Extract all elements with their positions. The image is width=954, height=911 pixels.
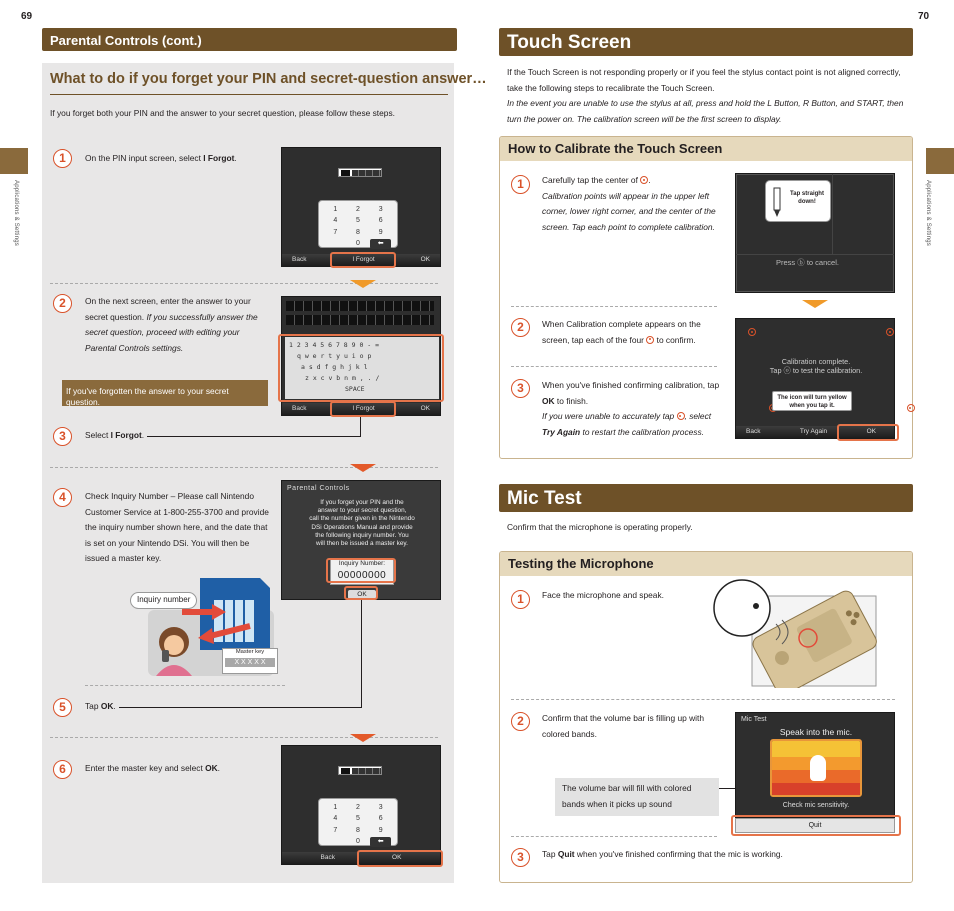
space-key[interactable]: SPACE: [345, 385, 365, 393]
mic-header: Testing the Microphone: [500, 552, 912, 576]
inquiry-number-label: Inquiry number: [130, 592, 197, 609]
mic-step-1-number: 1: [511, 590, 530, 609]
divider: [511, 699, 895, 700]
target-top-right-icon[interactable]: [886, 328, 894, 336]
ok-button[interactable]: OK: [392, 853, 402, 861]
inquiry-number-box: Inquiry Number: 00000000: [330, 559, 394, 585]
side-tab-right: [926, 148, 954, 174]
pin-screen-1: [281, 147, 441, 267]
quit-button[interactable]: Quit: [735, 818, 895, 833]
step-6-number: 6: [53, 760, 72, 779]
calibration-target-icon: [646, 336, 654, 344]
ok-highlight-6: [357, 850, 443, 867]
callout-pointer: [812, 206, 824, 213]
back-button[interactable]: Back: [320, 853, 335, 861]
step-1-number: 1: [53, 149, 72, 168]
calibration-complete-text: Calibration complete. Tap ⓞ to test the calibration.: [769, 357, 863, 375]
mic-step-3-number: 3: [511, 848, 530, 867]
volume-bar: [770, 739, 862, 797]
arrow-down-calib: [802, 300, 828, 308]
side-label-left: Applications & Settings: [13, 180, 20, 246]
mic-test-title: Mic Test: [499, 484, 913, 512]
mic-step-2-number: 2: [511, 712, 530, 731]
speak-into-mic-text: Speak into the mic.: [779, 727, 853, 737]
pin-keypad[interactable]: 1 2 3 4 5 6 7 8 9 0 ⬅: [318, 200, 398, 248]
divider: [50, 283, 438, 284]
keyboard-highlight: [278, 334, 444, 402]
left-heading: What to do if you forget your PIN and secret-question answer…: [50, 71, 487, 87]
pc-message: If you forget your PIN and the answer to your secret question, call the number given in the Nintendo DSi Operations Manual and provide the following inquiry number. You will then be issued a master key.: [309, 499, 415, 548]
step-3-text: Select I Forgot.: [85, 430, 145, 440]
heading-rule: [50, 94, 448, 95]
mic-step-2-text: Confirm that the volume bar is filling up with colored bands.: [542, 713, 704, 739]
quit-highlight: [731, 815, 901, 836]
try-again-button[interactable]: Try Again: [799, 427, 828, 435]
volume-bar-callout: The volume bar will fill with colored bands when it picks up sound: [555, 778, 719, 816]
calib-step-2-text: When Calibration complete appears on the screen, tap each of the four to confirm.: [542, 319, 701, 345]
i-forgot-button[interactable]: I Forgot: [352, 255, 375, 263]
calib-step-1-number: 1: [511, 175, 530, 194]
back-button[interactable]: Back: [746, 427, 761, 435]
mic-intro: Confirm that the microphone is operating properly.: [507, 522, 693, 532]
master-key-field[interactable]: [338, 766, 382, 775]
divider: [85, 685, 285, 686]
step-4-number: 4: [53, 488, 72, 507]
face-icon: [714, 580, 770, 636]
ok-button[interactable]: OK: [866, 427, 876, 435]
press-cancel-text: Press ⓑ to cancel.: [776, 258, 839, 267]
section-bar-parental: Parental Controls (cont.): [42, 28, 457, 51]
divider: [50, 467, 438, 468]
step-5-leader: [119, 707, 361, 708]
tap-straight-callout: Tap straight down!: [765, 180, 831, 222]
step-2-text: On the next screen, enter the answer to your secret question. If you successfully answer the secret question, proceed with editing your Parental Controls settings.: [85, 296, 258, 353]
pin-field: [338, 168, 382, 177]
target-bottom-right-icon[interactable]: [907, 404, 915, 412]
divider: [511, 366, 717, 367]
side-tab-left: [0, 148, 28, 174]
i-forgot-highlight-2: [330, 401, 396, 417]
pin-screen-6: [281, 745, 441, 865]
touch-screen-title: Touch Screen: [499, 28, 913, 56]
ok-highlight-4: [344, 586, 378, 600]
pc-title: Parental Controls: [287, 485, 350, 492]
step-5-text: Tap OK.: [85, 701, 116, 711]
step-3-leader-v: [360, 417, 361, 437]
inquiry-highlight: [326, 558, 396, 583]
check-sensitivity-text: Check mic sensitivity.: [782, 802, 850, 809]
calibration-screen-2: [735, 318, 895, 439]
arrow-down-2: [350, 464, 376, 472]
master-key-card: Master key X X X X X: [222, 648, 278, 674]
calibration-target-icon: [677, 412, 685, 420]
step-1-text: On the PIN input screen, select I Forgot.: [85, 153, 237, 163]
mic-step-1-text: Face the microphone and speak.: [542, 590, 664, 600]
calib-step-1-text: Carefully tap the center of . Calibration points will appear in the upper left corner, lower right corner, and the center of the screen. Tap each point to complete calibration.: [542, 175, 716, 232]
mic-step-3-text: Tap Quit when you've finished confirming that the mic is working.: [542, 849, 783, 859]
arrow-down-3: [350, 734, 376, 742]
target-top-left-icon[interactable]: [748, 328, 756, 336]
calib-ok-highlight: [837, 424, 899, 441]
forgot-answer-box: If you've forgotten the answer to your secret question.: [62, 380, 268, 406]
back-button[interactable]: Back: [292, 404, 307, 412]
divider: [511, 306, 717, 307]
mic-screen-title: Mic Test: [741, 716, 767, 723]
step-5-number: 5: [53, 698, 72, 717]
i-forgot-highlight-1: [330, 252, 396, 268]
ok-button[interactable]: OK: [420, 404, 430, 412]
i-forgot-button[interactable]: I Forgot: [352, 404, 375, 412]
side-label-right: Applications & Settings: [925, 180, 932, 246]
stylus-icon: [770, 186, 784, 218]
calibrate-header: How to Calibrate the Touch Screen: [500, 137, 912, 161]
answer-field-1: [286, 301, 434, 311]
page-number-right: 70: [918, 11, 930, 22]
divider: [511, 836, 717, 837]
keyboard[interactable]: 1 2 3 4 5 6 7 8 9 0 - = q w e r t y u i o p a s d f g h j k l z x c v b n m , . / SPACE: [285, 337, 439, 399]
calib-step-3-number: 3: [511, 379, 530, 398]
ok-button[interactable]: OK: [420, 255, 430, 263]
divider: [50, 737, 438, 738]
step-4-text: Check Inquiry Number – Please call Nintendo Customer Service at 1-800-255-3700 and provide the inquiry number shown here, and the date that is set on your Nintendo DSi. You will then be issued a master key.: [85, 491, 269, 563]
dsi-microphone-illustration: [712, 572, 878, 688]
mic-test-screen: [735, 712, 895, 818]
back-button[interactable]: Back: [292, 255, 307, 263]
left-intro: If you forget both your PIN and the answer to your secret question, please follow these steps.: [50, 108, 395, 118]
pc-ok-button[interactable]: OK: [348, 590, 376, 599]
answer-field-2: [286, 315, 434, 325]
arrow-down-1: [350, 280, 376, 288]
page-number-left: 69: [21, 11, 33, 22]
step-3-number: 3: [53, 427, 72, 446]
calib-step-3-text: When you've finished confirming calibration, tap OK to finish. If you were unable to accurately tap , select Try Again to restart the calibration process.: [542, 380, 720, 437]
step-2-number: 2: [53, 294, 72, 313]
touch-intro: If the Touch Screen is not responding properly or if you feel the stylus contact point is not aligned correctly, take the following steps to recalibrate the Touch Screen. In the event you are unable to use the stylus at all, press and hold the L Button, R Button, and START, then turn the power on. The calibration screen will be the first screen to display.: [507, 67, 904, 124]
yellow-icon-callout: The icon will turn yellow when you tap it.: [772, 391, 852, 411]
step-3-leader: [147, 436, 360, 437]
step-5-leader-v: [361, 600, 362, 708]
calib-step-2-number: 2: [511, 318, 530, 337]
pin-keypad[interactable]: 1 2 3 4 5 6 7 8 9 0 ⬅: [318, 798, 398, 846]
mic-icon: [810, 755, 826, 781]
step-6-text: Enter the master key and select OK.: [85, 763, 220, 773]
